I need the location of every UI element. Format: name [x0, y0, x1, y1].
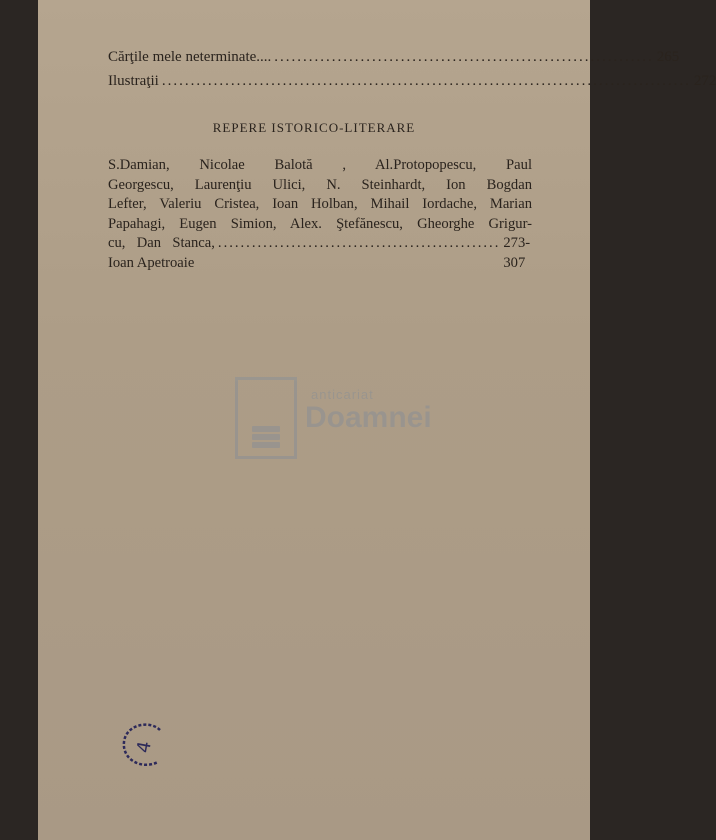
stamp-number: 4 [133, 739, 156, 755]
authors-line: Lefter, Valeriu Cristea, Ioan Holban, Mihail Iordache, Marian [108, 196, 532, 212]
authors-line: Georgescu, Laurenţiu Ulici, N. Steinhardt, Ion Bogdan [108, 176, 532, 193]
watermark-big-text: Doamnei [305, 401, 432, 434]
authors-last-line [108, 234, 532, 273]
toc-entry [108, 72, 716, 90]
toc-entry-title: Ilustraţii [108, 73, 159, 89]
toc-entry-title: Cărţile mele neterminate.... [108, 49, 272, 65]
authors-pages: 273-307 [503, 235, 531, 271]
toc-entry-page: 265 [656, 49, 680, 65]
book-page [38, 0, 716, 840]
watermark-logo [235, 377, 455, 459]
authors-block [108, 156, 532, 273]
toc-entry [108, 48, 680, 66]
watermark-frame-icon [235, 377, 297, 459]
watermark-small-text: anticariat [311, 387, 374, 402]
section-heading: REPERE ISTORICO-LITERARE [212, 120, 416, 135]
authors-line: Papahagi, Eugen Simion, Alex. Ştefănescu, Gheorghe Grigur- [108, 215, 532, 232]
toc-entry-page: 272 [693, 73, 716, 89]
authors-line: S.Damian, Nicolae Balotă , Al.Protopopescu, Paul [108, 157, 532, 173]
authors-line: cu, Dan Stanca, Ioan Apetroaie [108, 235, 215, 271]
library-stamp-icon [120, 720, 168, 770]
toc-leader-dots: .................................................................. [274, 49, 654, 65]
books-icon [252, 426, 280, 452]
toc-leader-dots: ............................................................................................ [161, 73, 691, 89]
toc-leader-dots: .................................................. [217, 235, 501, 251]
